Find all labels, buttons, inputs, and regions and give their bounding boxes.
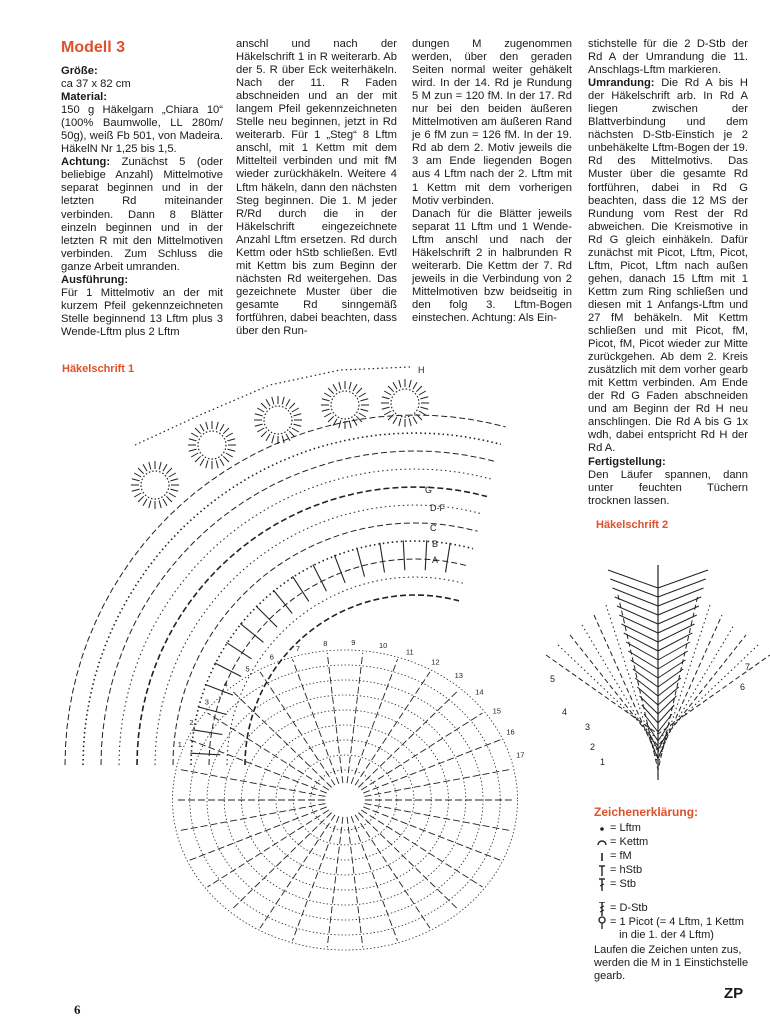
stitch-mark: [215, 663, 242, 677]
legend-title: Zeichenerklärung:: [594, 805, 699, 819]
picot-icon: [594, 916, 610, 930]
crochet-chart-1: [40, 345, 560, 995]
stitch-mark: [190, 753, 220, 755]
circle-stitch: [223, 428, 229, 434]
circle-stitch: [282, 435, 284, 443]
text-column-4: [588, 38, 748, 508]
circle-stitch: [420, 407, 428, 409]
circle-stitch: [382, 397, 390, 399]
circle-stitch: [419, 411, 426, 415]
circle-stitch: [356, 388, 362, 394]
round-label: C: [430, 523, 437, 533]
row-number: 11: [405, 647, 414, 657]
leaf-row-number: 6: [740, 682, 746, 692]
circle-stitch: [349, 420, 351, 428]
circle-stitch: [195, 428, 201, 434]
umrandung-text: Die Rd A bis H der Häkelschrift arb. In Rd A liegen zwischen der Blattverbindung und dem nächsten D-Stb-Einstich je 2 unbehäkelte Lftm-Bogen der 19. Rd des Mittelmotivs. Das Muster über die gesamte Rd fortführen, dabei in Rd G beachten, dass die 12 MS der Rundung vom Rest der Rd abweichen. Die Kreismotive in Rd G gleich einhäkeln. Dafür zunächst mit Picot, Lftm, Picot, Lftm, Picot, Lftm nach außen gehen, danach 15 Lftm mit 1 Kettm zum Ring schließen und diesen mit 1 Anfangs-Lftm und 27 fM behäkeln. Mit Kettm schließen und mit Picot, fM, Picot, fM, Picot wieder zur Mitte zurückgehen. Ab dem 2. Kreis zusätzlich mit dem vorher gearb mit Kettm verbinden. Am Ende der Rd G Faden abschneiden und am Beginn der Rd H neu anschlingen. Die Rd A bis G 1x wdh, dabei entspricht Rd H der Rd A.: [588, 77, 748, 455]
circle-stitch: [189, 449, 197, 451]
motif-stitch-line: [207, 810, 328, 887]
circle-stitch: [138, 468, 144, 474]
material-heading: Material:: [61, 91, 108, 104]
circle-stitch: [292, 408, 299, 412]
motif-stitch-line: [190, 807, 327, 860]
motif-stitch-line: [363, 807, 500, 860]
leaf-stitch: [658, 597, 701, 615]
row-number: 13: [454, 670, 463, 680]
circle-stitch: [360, 399, 368, 401]
col4-text-1: stichstelle für die 2 D-Stb der Rd A der Umrandung die 11. Anschlags-Lftm markieren.: [588, 38, 748, 77]
motif-stitch-line: [190, 740, 327, 793]
circle-stitch: [413, 382, 417, 389]
motif-stitch-line: [347, 817, 363, 947]
circle-stitch: [409, 418, 411, 426]
circle-stitch: [328, 388, 334, 394]
circle-ring: [141, 471, 169, 499]
row-number: 4: [223, 679, 228, 689]
circle-stitch: [227, 449, 235, 451]
circle-stitch: [216, 460, 218, 468]
leaf-stitch: [610, 579, 658, 597]
row-number: 2: [189, 717, 194, 727]
legend-row: [594, 902, 754, 916]
circle-stitch: [255, 414, 263, 416]
leaf-stitch: [622, 624, 659, 642]
circle-stitch: [409, 380, 411, 388]
motif-stitch-line: [347, 653, 363, 783]
row-number: 9: [351, 638, 356, 648]
stitch-mark: [205, 684, 233, 695]
legend-row: [594, 850, 754, 864]
circle-stitch: [143, 464, 147, 471]
circle-stitch: [226, 453, 233, 457]
round-label: A: [432, 555, 439, 565]
round-arc: [227, 577, 464, 765]
ausfuehrung-heading: Ausführung:: [61, 273, 129, 286]
round-arc: [83, 433, 501, 765]
circle-stitch: [293, 424, 301, 426]
circle-stitch: [206, 460, 208, 468]
circle-stitch: [132, 489, 140, 491]
circle-stitch: [339, 382, 341, 390]
material-text: 150 g Häkelgarn „Chiara 10“ (100% Baumwolle, LL 280m/ 50g), weiß Fb 501, von Madeira. HäkelN Nr 1,25 bis 1,5.: [61, 104, 223, 156]
leaf-stitch: [658, 687, 679, 705]
row-number: 8: [323, 639, 328, 649]
row-number: 12: [431, 657, 440, 667]
circle-stitch: [132, 479, 140, 481]
circle-stitch: [226, 433, 233, 437]
leaf-stitch: [637, 687, 658, 705]
row-number: 1: [177, 739, 182, 749]
motif-stitch-line: [207, 713, 328, 790]
circle-motif: [321, 381, 369, 429]
legend-row: [594, 878, 754, 892]
umrandung-paragraph: [588, 77, 748, 455]
circle-stitch: [159, 500, 161, 508]
circle-stitch: [169, 473, 176, 477]
fertigstellung-text: Den Läufer spannen, dann unter feuchten Tüchern trocknen lassen.: [588, 468, 748, 507]
circle-stitch: [419, 391, 426, 395]
text-column-1: [61, 38, 223, 339]
round-arc: [191, 541, 473, 765]
circle-stitch: [333, 384, 337, 391]
leaf-row-number: 5: [550, 674, 556, 684]
circle-stitch: [353, 384, 357, 391]
circle-stitch: [134, 493, 141, 497]
achtung-text: Zunächst 5 (oder beliebige Anzahl) Mittelmotive separat beginnen und in der letzten Rd miteinander verbinden. Dann 8 Blätter einzeln beginnen und in der letzten R mit den Mittelmotiven verbinden. Zum Schluss die ganze Arbeit umranden.: [61, 156, 223, 273]
motif-stitch-line: [351, 659, 397, 784]
size-value: ca 37 x 82 cm: [61, 78, 131, 91]
chart-2-label: Häkelschrift 2: [596, 519, 669, 531]
leaf-stitch: [633, 669, 658, 687]
circle-stitch: [257, 428, 264, 432]
circle-stitch: [289, 431, 295, 437]
leaf-stitch: [613, 588, 659, 606]
crochet-chart-2: [540, 540, 770, 800]
legend-text: = 1 Picot (= 4 Lftm, 1 Kettm in die 1. der 4 Lftm): [610, 916, 744, 941]
stitch-mark: [425, 540, 427, 570]
leaf-stitch: [658, 588, 704, 606]
circle-stitch: [286, 399, 290, 406]
leaf-row-number: 4: [562, 707, 568, 717]
row-number: 6: [269, 652, 274, 662]
circle-ring: [198, 431, 226, 459]
circle-motif: [188, 421, 236, 469]
circle-stitch: [159, 462, 161, 470]
row-number: 14: [475, 687, 484, 697]
circle-stitch: [166, 468, 172, 474]
circle-stitch: [272, 397, 274, 405]
motif-ring: [276, 740, 414, 860]
motif-stitch-line: [361, 810, 482, 887]
outer-chain: [135, 367, 410, 445]
circle-stitch: [257, 408, 264, 412]
circle-stitch: [166, 496, 172, 502]
leaf-stitch: [658, 606, 699, 624]
text-column-3: [412, 38, 572, 325]
col3-text-2: Danach für die Blätter jeweils separat 11 Lftm und 1 Wende-Lftm anschl und nach der Häkelschrift 2 in halbrunden R weiterarb. Die Kettm der 7. Rd jeweils in die Verbindung von 2 Mittelmotiven bzw beidseitig in den folg 3. Lftm-Bogen einstechen. Achtung: Als Ein-: [412, 207, 572, 324]
circle-stitch: [149, 500, 151, 508]
circle-stitch: [399, 380, 401, 388]
legend-text: = hStb: [610, 864, 643, 876]
round-label: D-F: [430, 503, 445, 513]
legend-text: = Kettm: [610, 836, 649, 848]
leaf-row-number: 3: [585, 722, 591, 732]
circle-stitch: [189, 439, 197, 441]
leaf-stitch: [635, 678, 658, 696]
leaf-stitch: [658, 642, 690, 660]
circle-stitch: [220, 459, 224, 466]
row-number: 15: [492, 706, 501, 716]
circle-stitch: [272, 435, 274, 443]
mid-motif: [173, 650, 518, 950]
circle-stitch: [360, 409, 368, 411]
round-label: B: [432, 539, 439, 549]
circle-stitch: [393, 382, 397, 389]
stitch-mark: [334, 555, 345, 583]
t-bar-icon: [594, 864, 610, 878]
col2-text: anschl und nach der Häkelschrift 1 in R weiterarb. Ab der 5. R über Eck weiterhäkeln. Nach der 11. R Faden abschneiden und an der mit langem Pfeil gekennzeichneten Stelle neu beginnen, jetzt in Rd weiterarb. Für 1 „Steg“ 8 Lftm anschl, mit 1 Kettm mit dem Mittelteil verbinden und mit fM wieder zurückhäkeln. Weitere 4 Lftm häkeln, dann den nächsten Steg beginnen. Die 1. M jeder R/Rd durch die in der Häkelschrift eingezeichnete Anzahl Lftm ersetzen. Rd durch Kettm oder hStb schließen. Evtl mit Kettm bis zum Beginn der nächsten Rd weitergehen. Das gezeichnete Muster über die gesamte Rd sinngemäß fortführen, dabei beachten, dass über den Run-: [236, 38, 397, 338]
umrandung-heading: Umrandung:: [588, 77, 655, 90]
circle-stitch: [420, 397, 428, 399]
stitch-mark: [357, 548, 365, 577]
leaf-stitch: [658, 624, 695, 642]
stitch-mark: [313, 565, 327, 592]
circle-stitch: [200, 424, 204, 431]
achtung-heading: Achtung:: [61, 156, 111, 169]
leaf-row-number: 7: [745, 662, 751, 672]
circle-stitch: [339, 420, 341, 428]
double-cross-bar-icon: [594, 902, 610, 916]
stitch-mark: [273, 590, 292, 613]
circle-stitch: [206, 422, 208, 430]
legend-text: = Stb: [610, 878, 636, 890]
round-label: H: [418, 365, 425, 375]
short-bar-icon: [594, 850, 610, 864]
circle-motif: [131, 461, 179, 509]
circle-stitch: [134, 473, 141, 477]
row-number: 3: [204, 697, 209, 707]
leaf-stitch: [619, 615, 658, 633]
leaf-stitch: [658, 579, 706, 597]
motif-stitch-line: [327, 817, 343, 947]
circle-stitch: [255, 424, 263, 426]
row-number: 5: [245, 664, 250, 674]
circle-stitch: [388, 414, 394, 420]
circle-stitch: [393, 417, 397, 424]
circle-motif: [381, 379, 429, 427]
arc-icon: [594, 836, 610, 850]
circle-motif: [254, 396, 302, 444]
legend-row: [594, 822, 754, 836]
circle-stitch: [170, 479, 178, 481]
cross-bar-icon: [594, 878, 610, 892]
watermark: ZP: [724, 985, 744, 1002]
ausfuehrung-text: Für 1 Mittelmotiv an der mit kurzem Pfeil gekennzeichneten Stelle beginnend 13 Lftm plus 3 Wende-Lftm plus 2 Lftm: [61, 286, 223, 338]
dot-icon: [594, 822, 610, 836]
model-title: Modell 3: [61, 39, 126, 56]
motif-stitch-line: [363, 740, 500, 793]
leaf-shape: [546, 565, 770, 780]
row-number: 7: [295, 644, 301, 654]
stitch-mark: [446, 543, 451, 573]
motif-stitch-line: [292, 816, 338, 941]
motif-stitch-line: [351, 816, 397, 941]
round-arc: [101, 451, 496, 765]
leaf-stitch: [617, 606, 658, 624]
circle-stitch: [163, 499, 167, 506]
circle-stitch: [169, 493, 176, 497]
legend-text: = fM: [610, 850, 632, 862]
round-label: G: [425, 485, 433, 495]
circle-stitch: [322, 399, 330, 401]
motif-stitch-line: [327, 653, 343, 783]
size-heading: Größe:: [61, 65, 98, 77]
circle-stitch: [359, 413, 366, 417]
circle-stitch: [138, 496, 144, 502]
motif-stitch-line: [292, 659, 338, 784]
stitch-mark: [403, 540, 405, 570]
circle-ring: [264, 406, 292, 434]
leaf-row-number: 1: [600, 757, 606, 767]
legend-row: [594, 916, 754, 942]
round-arc: [119, 469, 492, 765]
circle-stitch: [384, 411, 391, 415]
chart-1-label: Häkelschrift 1: [62, 363, 135, 375]
circle-stitch: [149, 462, 151, 470]
leaf-stitch: [615, 597, 658, 615]
circle-stitch: [223, 456, 229, 462]
circle-stitch: [227, 439, 235, 441]
circle-stitch: [266, 434, 270, 441]
stitch-mark: [198, 707, 227, 715]
legend-text: = Lftm: [610, 822, 641, 834]
circle-stitch: [328, 416, 334, 422]
circle-stitch: [191, 453, 198, 457]
circle-stitch: [322, 409, 330, 411]
circle-stitch: [289, 403, 295, 409]
stitch-mark: [193, 730, 223, 735]
circle-stitch: [293, 414, 301, 416]
circle-stitch: [382, 407, 390, 409]
legend-note: Laufen die Zeichen unten zus, werden die M in 1 Einstichstelle gearb.: [594, 944, 749, 982]
legend-list: [594, 822, 754, 942]
circle-stitch: [359, 393, 366, 397]
leaf-stitch: [608, 570, 658, 588]
row-number: 17: [516, 750, 525, 760]
circle-stitch: [261, 431, 267, 437]
circle-stitch: [220, 424, 224, 431]
circle-stitch: [216, 422, 218, 430]
leaf-stitch: [658, 570, 708, 588]
leaf-stitch: [658, 633, 692, 651]
legend-row: [594, 836, 754, 850]
row-number: 16: [506, 727, 515, 737]
stitch-mark: [256, 606, 277, 627]
page-number: 6: [74, 1002, 81, 1017]
col3-text-1: dungen M zugenommen werden, über den geraden Seiten normal weiter gehäkelt wird. In der 14. Rd je Rundung 5 M zun = 120 fM. In der 17. Rd nur bei den beiden äußeren Mittelmotiven am äußeren Rand je 6 fM zun = 126 fM. In der 19. Rd ab dem 2. Motiv jeweils die 3 am Ende liegenden Bogen aus 4 Lftm nach der 2. Lftm mit 1 Kettm mit dem vorherigen Motiv verbinden.: [412, 38, 572, 207]
motif-stitch-line: [361, 713, 482, 790]
circle-stitch: [163, 464, 167, 471]
circle-stitch: [384, 391, 391, 395]
stitch-mark: [380, 543, 385, 573]
circle-stitch: [195, 456, 201, 462]
legend-text: = D-Stb: [610, 902, 648, 914]
leaf-row-number: 2: [590, 742, 596, 752]
circle-stitch: [191, 433, 198, 437]
circle-stitch: [170, 489, 178, 491]
leaf-stitch: [658, 678, 681, 696]
circle-stitch: [261, 403, 267, 409]
circle-stitch: [200, 459, 204, 466]
text-column-2: [236, 38, 397, 338]
stitch-mark: [292, 576, 308, 601]
circle-stitch: [282, 397, 284, 405]
circle-ring: [331, 391, 359, 419]
circle-stitch: [324, 393, 331, 397]
circle-stitch: [416, 386, 422, 392]
row-number: 10: [378, 640, 388, 650]
symbol-legend: [594, 805, 754, 983]
circle-stitch: [413, 417, 417, 424]
circle-stitch: [399, 418, 401, 426]
motif-ring: [190, 665, 501, 935]
circle-stitch: [292, 428, 299, 432]
fertigstellung-heading: Fertigstellung:: [588, 455, 666, 468]
circle-stitch: [324, 413, 331, 417]
legend-row: [594, 864, 754, 878]
circle-stitch: [349, 382, 351, 390]
circle-stitch: [143, 499, 147, 506]
circle-stitch: [266, 399, 270, 406]
circle-stitch: [388, 386, 394, 392]
circle-ring: [391, 389, 419, 417]
achtung-paragraph: [61, 156, 223, 273]
